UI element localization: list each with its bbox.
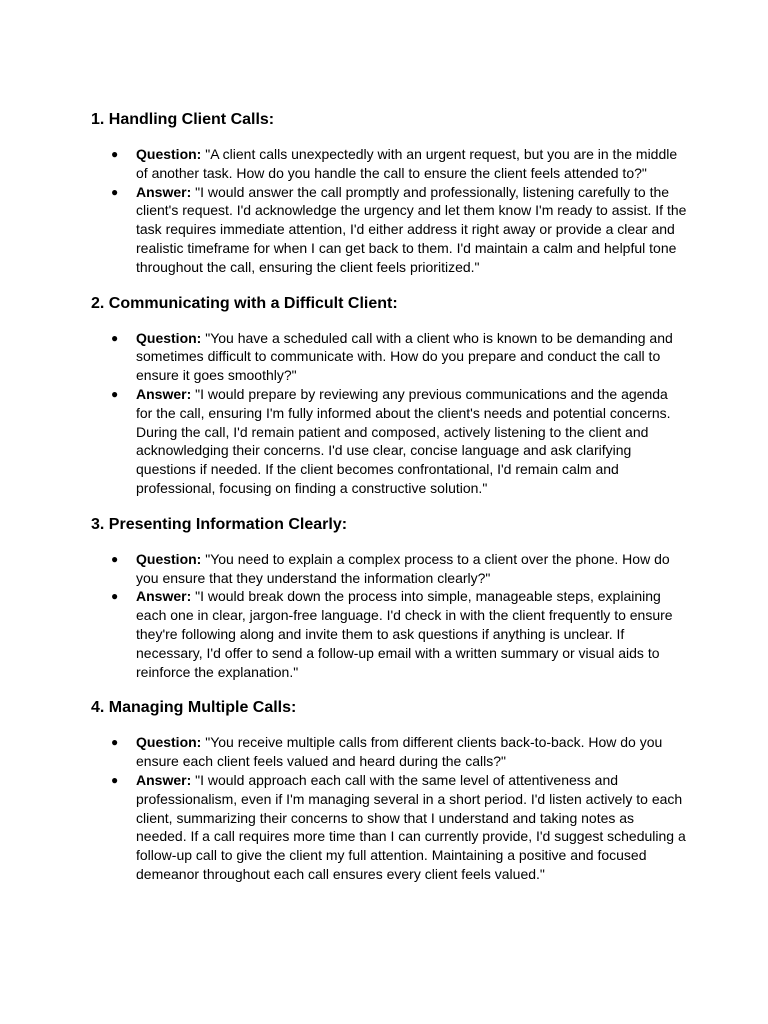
bullet-icon: ● — [111, 772, 119, 787]
bullet-icon: ● — [111, 735, 119, 750]
answer-text: "I would approach each call with the same level of attentiveness and professionalism, even if I'm managing several in a short period. I'd listen actively to each client, summarizing their concerns to show that I understand and taking notes as needed. If a call requires more time than I can currently provide, I'd suggest scheduling a follow-up call to give the client my full attention. Maintaining a positive and focused demeanor throughout each call ensures every client feels valued." — [136, 771, 686, 882]
bullet-icon: ● — [111, 551, 119, 566]
answer-text: "I would prepare by reviewing any previous communications and the agenda for the call, ensuring I'm fully informed about the client's needs and potential concerns. During the call, I'd remain patient and composed, actively listening to the client and acknowledging their concerns. I'd use clear, concise language and ask clarifying questions if needed. If the client becomes confrontational, I'd remain calm and professional, focusing on finding a constructive solution." — [136, 385, 671, 496]
answer-item — [91, 183, 688, 277]
answer-label: Answer: — [136, 183, 192, 200]
answer-label: Answer: — [136, 385, 192, 402]
bullet-icon: ● — [111, 147, 119, 161]
question-item — [91, 733, 688, 771]
section-heading: 2. Communicating with a Difficult Client: — [91, 294, 398, 312]
bullet-icon: ● — [111, 184, 119, 199]
question-label: Question: — [136, 146, 202, 162]
answer-label: Answer: — [136, 588, 192, 605]
bullet-icon: ● — [111, 386, 119, 401]
question-text: "A client calls unexpectedly with an urgent request, but you are in the middle of another task. How do you handle the call to ensure the client feels attended to?" — [136, 146, 678, 181]
section-heading: 1. Handling Client Calls: — [91, 111, 275, 128]
question-text: "You need to explain a complex process to a client over the phone. How do you ensure that they understand the information clearly?" — [136, 550, 670, 586]
bullet-icon: ● — [111, 589, 119, 604]
section-presenting-information — [91, 514, 688, 682]
question-text: "You have a scheduled call with a client who is known to be demanding and sometimes difficult to communicate with. How do you prepare and conduct the call to ensure it goes smoothly?" — [136, 329, 673, 384]
question-label: Question: — [136, 550, 202, 567]
question-label: Question: — [136, 734, 202, 751]
answer-item — [91, 771, 688, 884]
section-heading: 4. Managing Multiple Calls: — [91, 699, 297, 717]
section-communicating-difficult-client — [91, 293, 688, 498]
question-item — [91, 329, 688, 385]
answer-text: "I would break down the process into simple, manageable steps, explaining each one in clear, jargon-free language. I'd check in with the client frequently to ensure they're following along and invite them to ask questions if anything is unclear. If necessary, I'd offer to send a follow-up email with a written summary or visual aids to reinforce the explanation." — [136, 588, 673, 680]
bullet-icon: ● — [111, 330, 119, 345]
qa-list — [91, 550, 688, 682]
qa-list — [91, 733, 688, 883]
answer-label: Answer: — [136, 771, 192, 788]
question-label: Question: — [136, 329, 202, 346]
qa-list — [91, 145, 688, 277]
answer-item — [91, 587, 688, 681]
section-heading: 3. Presenting Information Clearly: — [91, 515, 348, 533]
question-item — [91, 550, 688, 588]
question-item — [91, 145, 688, 183]
question-text: "You receive multiple calls from different clients back-to-back. How do you ensure each client feels valued and heard during the calls?" — [136, 734, 663, 770]
qa-list — [91, 329, 688, 498]
answer-text: "I would answer the call promptly and professionally, listening carefully to the client's request. I'd acknowledge the urgency and let them know I'm ready to assist. If the task requires immediate attention, I'd either address it right away or provide a clear and realistic timeframe for when I can get back to them. I'd maintain a calm and helpful tone throughout the call, ensuring the client feels prioritized." — [136, 183, 687, 275]
answer-item — [91, 385, 688, 498]
section-handling-client-calls — [91, 109, 688, 277]
section-managing-multiple-calls — [91, 697, 688, 883]
